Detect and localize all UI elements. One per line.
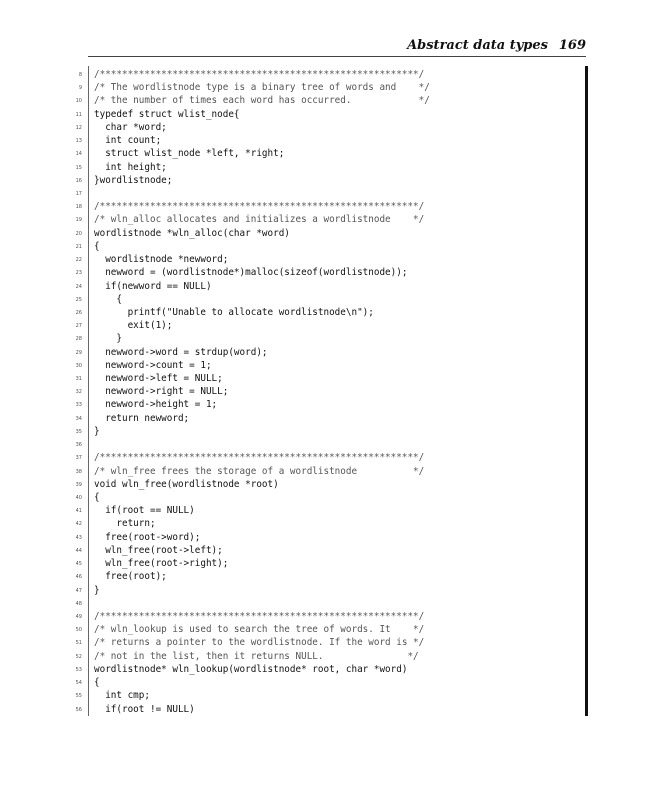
- line-number: 25: [75, 296, 82, 303]
- code-text: newword->left = NULL;: [94, 373, 223, 385]
- line-number: 49: [75, 613, 82, 620]
- code-line: [0, 689, 600, 702]
- line-number: 44: [75, 547, 82, 554]
- line-number: 26: [75, 309, 82, 316]
- line-number: 16: [75, 177, 82, 184]
- code-text: wln_free(root->right);: [94, 558, 229, 570]
- line-number: 18: [75, 204, 82, 211]
- code-line: [0, 81, 600, 94]
- code-line: [0, 650, 600, 663]
- line-number: 34: [75, 415, 82, 422]
- code-text: }: [94, 584, 100, 596]
- line-number: 43: [75, 534, 82, 541]
- code-line: [0, 293, 600, 306]
- code-line: [0, 504, 600, 517]
- code-text: int height;: [94, 161, 167, 173]
- code-text: printf("Unable to allocate wordlistnode\n");: [94, 306, 374, 318]
- line-number: 20: [75, 230, 82, 237]
- code-line: [0, 108, 600, 121]
- code-line: [0, 161, 600, 174]
- code-line: [0, 174, 600, 187]
- line-number: 30: [75, 362, 82, 369]
- code-line: [0, 200, 600, 213]
- code-text: return;: [94, 518, 156, 530]
- code-comment: /* wln_free frees the storage of a wordlistnode */: [94, 465, 425, 477]
- code-comment: /* not in the list, then it returns NULL. */: [94, 650, 419, 662]
- code-text: }: [94, 425, 100, 437]
- code-text: newword = (wordlistnode*)malloc(sizeof(wordlistnode));: [94, 267, 408, 279]
- code-text: if(newword == NULL): [94, 280, 212, 292]
- line-number: 31: [75, 376, 82, 383]
- line-number: 8: [78, 72, 82, 78]
- running-header-title: Abstract data types: [407, 38, 548, 53]
- code-text: exit(1);: [94, 320, 173, 332]
- line-number: 9: [78, 85, 82, 92]
- line-number: 40: [75, 495, 82, 501]
- code-comment: /* wln_alloc allocates and initializes a wordlistnode */: [94, 214, 425, 226]
- line-number: 39: [75, 481, 82, 488]
- line-number: 14: [75, 151, 82, 158]
- line-number: 32: [75, 389, 82, 396]
- code-line: [0, 187, 600, 200]
- code-text: newword->word = strdup(word);: [94, 346, 268, 358]
- code-text: {: [94, 293, 122, 305]
- code-line: [0, 306, 600, 319]
- code-line: [0, 517, 600, 530]
- line-number: 52: [75, 653, 82, 660]
- code-line: [0, 359, 600, 372]
- code-line: [0, 412, 600, 425]
- code-text: if(root != NULL): [94, 703, 195, 715]
- code-line: [0, 610, 600, 623]
- code-comment: /* the number of times each word has occurred. */: [94, 95, 430, 107]
- line-number: 11: [75, 111, 82, 118]
- code-text: wln_free(root->left);: [94, 544, 223, 556]
- line-number: 47: [75, 587, 82, 594]
- line-number: 13: [75, 138, 82, 145]
- code-text: return newword;: [94, 412, 190, 424]
- code-line: [0, 531, 600, 544]
- code-text: {: [94, 492, 100, 503]
- code-listing: [0, 68, 600, 716]
- code-text: struct wlist_node *left, *right;: [94, 148, 285, 160]
- code-text: {: [94, 677, 100, 689]
- code-comment: /*********************************************************/: [94, 610, 425, 622]
- code-comment: /*********************************************************/: [94, 69, 425, 80]
- code-text: int count;: [94, 135, 162, 147]
- line-number: 48: [75, 600, 82, 607]
- code-line: [0, 372, 600, 385]
- line-number: 24: [75, 283, 82, 290]
- code-line: [0, 478, 600, 491]
- code-text: newword->right = NULL;: [94, 386, 229, 398]
- code-text: wordlistnode *wln_alloc(char *word): [94, 227, 290, 239]
- code-text: if(root == NULL): [94, 505, 195, 517]
- code-line: [0, 385, 600, 398]
- code-line: [0, 557, 600, 570]
- code-line: [0, 346, 600, 359]
- code-line: [0, 636, 600, 649]
- line-number: 17: [75, 190, 82, 197]
- code-text: wordlistnode* wln_lookup(wordlistnode* root, char *word): [94, 663, 408, 675]
- code-text: }: [94, 333, 122, 345]
- code-line: [0, 280, 600, 293]
- line-number: 55: [75, 693, 82, 700]
- code-text: }wordlistnode;: [94, 174, 173, 186]
- code-line: [0, 676, 600, 689]
- line-number: 53: [75, 666, 82, 673]
- code-text: typedef struct wlist_node{: [94, 108, 240, 120]
- code-text: free(root->word);: [94, 531, 201, 543]
- line-number: 33: [75, 402, 82, 409]
- code-text: {: [94, 240, 100, 252]
- line-number: 29: [75, 349, 82, 356]
- code-text: newword->height = 1;: [94, 399, 218, 411]
- line-number: 56: [75, 706, 82, 713]
- line-number: 54: [75, 680, 82, 687]
- code-line: [0, 213, 600, 226]
- code-line: [0, 319, 600, 332]
- code-line: [0, 438, 600, 451]
- line-number: 37: [75, 455, 82, 462]
- code-line: [0, 465, 600, 478]
- code-line: [0, 68, 600, 81]
- code-line: [0, 266, 600, 279]
- line-number: 41: [75, 508, 82, 515]
- code-line: [0, 623, 600, 636]
- code-text: wordlistnode *newword;: [94, 254, 229, 266]
- code-text: int cmp;: [94, 690, 150, 702]
- code-text: newword->count = 1;: [94, 359, 212, 371]
- line-number: 28: [75, 336, 82, 343]
- code-line: [0, 425, 600, 438]
- code-line: [0, 451, 600, 464]
- line-number: 36: [75, 442, 82, 449]
- line-number: 35: [75, 428, 82, 435]
- line-number: 12: [75, 124, 82, 131]
- code-comment: /*********************************************************/: [94, 452, 425, 464]
- line-number: 27: [75, 323, 82, 330]
- line-number: 22: [75, 257, 82, 264]
- code-comment: /*********************************************************/: [94, 201, 425, 213]
- code-line: [0, 332, 600, 345]
- code-line: [0, 134, 600, 147]
- code-line: [0, 703, 600, 716]
- code-line: [0, 147, 600, 160]
- line-number: 50: [75, 627, 82, 634]
- code-comment: /* returns a pointer to the wordlistnode. If the word is */: [94, 637, 425, 649]
- line-number: 46: [75, 574, 82, 581]
- code-line: [0, 240, 600, 253]
- code-comment: /* wln_lookup is used to search the tree of words. It */: [94, 624, 425, 636]
- line-number: 10: [75, 98, 82, 105]
- line-number: 23: [75, 270, 82, 277]
- code-line: [0, 491, 600, 504]
- line-number: 42: [75, 521, 82, 528]
- code-line: [0, 94, 600, 107]
- code-line: [0, 570, 600, 583]
- line-number: 45: [75, 561, 82, 568]
- code-comment: /* The wordlistnode type is a binary tree of words and */: [94, 82, 430, 94]
- code-line: [0, 544, 600, 557]
- code-line: [0, 398, 600, 411]
- code-text: free(root);: [94, 571, 167, 583]
- page-header: [88, 36, 586, 57]
- code-text: char *word;: [94, 121, 167, 133]
- line-number: 51: [75, 640, 82, 647]
- code-line: [0, 597, 600, 610]
- code-line: [0, 663, 600, 676]
- code-line: [0, 121, 600, 134]
- line-number: 19: [75, 217, 82, 224]
- code-line: [0, 253, 600, 266]
- line-number: 15: [75, 164, 82, 171]
- code-line: [0, 227, 600, 240]
- line-number: 21: [75, 243, 82, 250]
- line-number: 38: [75, 468, 82, 475]
- page-number: 169: [558, 38, 586, 53]
- code-text: void wln_free(wordlistnode *root): [94, 478, 279, 490]
- code-line: [0, 584, 600, 597]
